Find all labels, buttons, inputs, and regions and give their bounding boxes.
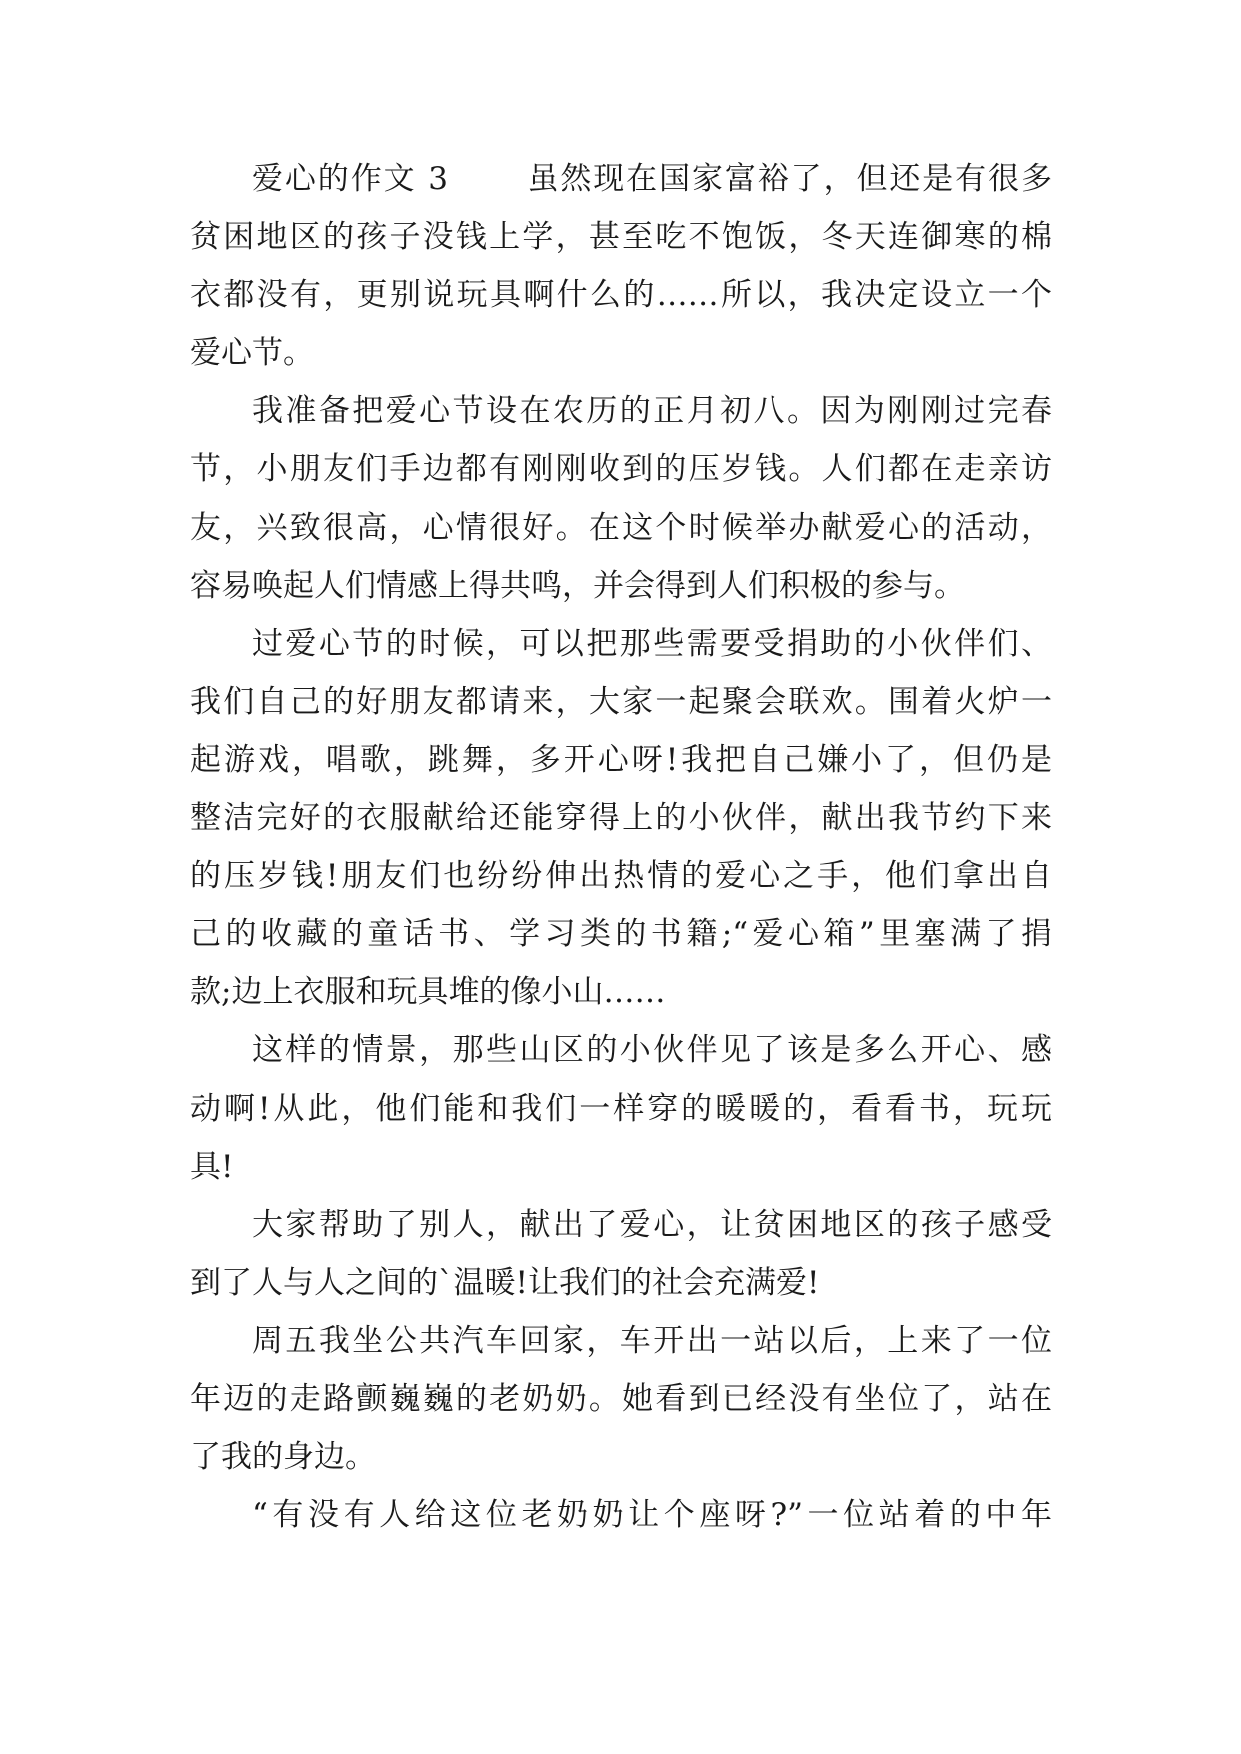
text-line: 具!: [190, 1148, 234, 1185]
text-line: 过爱心节的时候，可以把那些需要受捐助的小伙伴们、: [252, 625, 1052, 662]
text-line: 大家帮助了别人，献出了爱心，让贫困地区的孩子感受: [252, 1206, 1052, 1243]
text-line: 衣都没有，更别说玩具啊什么的……所以，我决定设立一个: [190, 277, 1052, 314]
text-line: 节，小朋友们手边都有刚刚收到的压岁钱。人们都在走亲访: [190, 451, 1052, 488]
text-line: 了我的身边。: [190, 1439, 376, 1476]
text-line: 周五我坐公共汽车回家，车开出一站以后，上来了一位: [252, 1322, 1052, 1359]
text-line: 这样的情景，那些山区的小伙伴见了该是多么开心、感: [252, 1032, 1052, 1069]
text-line: “有没有人给这位老奶奶让个座呀?”一位站着的中年: [252, 1497, 1052, 1534]
document-body: [190, 150, 1052, 1544]
text-line: 动啊!从此，他们能和我们一样穿的暖暖的，看看书，玩玩: [190, 1090, 1052, 1127]
text-line: 我们自己的好朋友都请来，大家一起聚会联欢。围着火炉一: [190, 683, 1052, 720]
text-line: 己的收藏的童话书、学习类的书籍;“爱心箱”里塞满了捐: [190, 916, 1052, 953]
text-line: 到了人与人之间的`温暖!让我们的社会充满爱!: [190, 1264, 820, 1301]
text-line: 容易唤起人们情感上得共鸣，并会得到人们积极的参与。: [190, 567, 965, 604]
text-line: 的压岁钱!朋友们也纷纷伸出热情的爱心之手，他们拿出自: [190, 858, 1052, 895]
text-line: 年迈的走路颤巍巍的老奶奶。她看到已经没有坐位了，站在: [190, 1380, 1052, 1417]
text-line: 爱心节。: [190, 335, 314, 372]
text-line: 友，兴致很高，心情很好。在这个时候举办献爱心的活动，: [190, 509, 1052, 546]
text-line: 起游戏，唱歌，跳舞，多开心呀!我把自己嫌小了，但仍是: [190, 741, 1052, 778]
text-line: 款;边上衣服和玩具堆的像小山……: [190, 974, 666, 1011]
text-line: 整洁完好的衣服献给还能穿得上的小伙伴，献出我节约下来: [190, 800, 1052, 837]
text-line: 我准备把爱心节设在农历的正月初八。因为刚刚过完春: [252, 393, 1052, 430]
text-line: 贫困地区的孩子没钱上学，甚至吃不饱饭，冬天连御寒的棉: [190, 219, 1052, 256]
text-line: 爱心的作文 3 虽然现在国家富裕了，但还是有很多: [252, 161, 1052, 197]
